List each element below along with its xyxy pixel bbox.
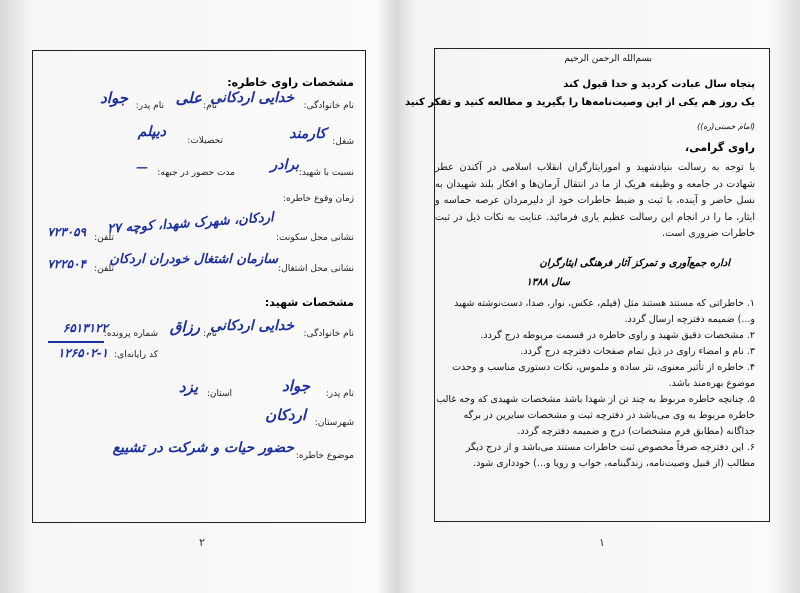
martyr-section-title: مشخصات شهید: — [264, 296, 354, 309]
notes-list — [435, 296, 755, 472]
note-item: ۵. چنانچه خاطره مربوط به چند تن از شهدا باشد مشخصات شهیدی که وجه غالب خاطره مربوط به وی می‌باشد در دفترچه ثبت و مشخصات سایرین در برگه جداگانه (مطابق فرم مشخصات) درج و ضمیمه دفترچه گردد. — [436, 394, 755, 437]
file-number-underline — [48, 341, 104, 343]
narrator-education-label: تحصیلات: — [187, 136, 223, 146]
narrator-home-phone: ۷۲۳۰۵۹ — [47, 225, 86, 239]
narrator-father: جواد — [100, 89, 128, 107]
note-item: ۲. مشخصات دقیق شهید و راوی خاطره در قسمت مربوطه درج گردد. — [480, 330, 755, 341]
narrator-job: کارمند — [289, 126, 326, 142]
martyr-last-name: خدایی اردکانی — [210, 318, 294, 334]
organization-year: سال ۱۳۸۸ — [526, 277, 570, 288]
martyr-father-label: نام پدر: — [325, 389, 354, 399]
right-page — [402, 0, 800, 593]
martyr-file-label: شماره پرونده: — [103, 329, 158, 339]
narrator-front-label: مدت حضور در جبهه: — [157, 168, 235, 178]
martyr-province-label: استان: — [206, 389, 232, 399]
martyr-file-number: ۶۵۱۳۱۲۲ — [62, 321, 108, 335]
note-item: ۳. نام و امضاء راوی در ذیل تمام صفحات دفترچه درج گردد. — [520, 346, 755, 357]
martyr-first-name: رزاق — [169, 318, 200, 336]
narrator-last-name: خدایی اردکانی — [210, 90, 294, 106]
narrator-last-name-label: نام خانوادگی: — [303, 101, 354, 111]
narrator-home-address: اردکان، شهرک شهدا، کوچه ۲۷ — [106, 210, 275, 237]
narrator-work-address: سازمان اشتغال خودران اردکان — [109, 252, 278, 267]
quote-source: (امام خمینی(ره)) — [696, 122, 755, 131]
narrator-relation-label: نسبت با شهید: — [298, 168, 354, 178]
narrator-front: — — [136, 160, 148, 174]
intro-paragraph: با توجه به رسالت بنیادشهید و امورایثارگران انقلاب اسلامی در آکندن عطر شهادت در جامعه و وظیفه هریک از ما در انتقال آرمان‌ها و افکار بلند شهیدان به نسل حاضر و آینده، با ثبت و ضبط خاطرات خود از دلیرمردان عرصه حماسه و ایثار، ما را در انجام این رسالت عظیم یاری فرمائید. عنایت به نکات ذیل در ثبت خاطرات ضروری است. — [435, 162, 755, 239]
narrator-relation: برادر — [270, 157, 299, 173]
narrator-home-phone-label: تلفن: — [94, 233, 114, 243]
note-item: ۶. این دفترچه صرفاً مخصوص ثبت خاطرات مستند می‌باشد و از درج دیگر مطالب (از قبیل وصیت‌نامه، زندگینامه، خواب و رویا و...) خودداری شود. — [465, 442, 755, 469]
martyr-city: اردکان — [265, 406, 306, 424]
note-item: ۱. خاطراتی که مستند هستند مثل (فیلم، عکس، نوار، صدا، دست‌نوشته شهید و...) ضمیمه دفترچه ارسال گردد. — [454, 298, 755, 325]
narrator-job-label: شغل: — [332, 137, 354, 147]
martyr-last-name-label: نام خانوادگی: — [303, 329, 354, 339]
martyr-subject-label: موضوع خاطره: — [295, 451, 354, 461]
left-page-number: ۲ — [199, 536, 205, 549]
bismillah: بسم‌الله الرحمن الرحیم — [564, 54, 652, 64]
right-page-number: ۱ — [599, 536, 605, 549]
martyr-first-name-label: نام: — [203, 329, 217, 339]
martyr-code: ۱۲۶۵۰۲-۱ — [57, 346, 108, 360]
martyr-code-label: کد رایانه‌ای: — [114, 350, 158, 360]
narrator-work-phone-label: تلفن: — [94, 264, 114, 274]
martyr-city-label: شهرستان: — [314, 418, 354, 428]
narrator-first-name: علی — [175, 89, 202, 107]
narrator-father-label: نام پدر: — [135, 101, 164, 111]
narrator-section-title: مشخصات راوی خاطره: — [227, 76, 354, 89]
left-page — [0, 0, 398, 593]
organization-line-1: اداره جمع‌آوری و تمرکز آثار فرهنگی ایثارگران — [539, 258, 730, 269]
martyr-father: جواد — [282, 377, 310, 395]
martyr-province: یزد — [178, 378, 198, 396]
quote-line-1: پنجاه سال عبادت کردید و خدا قبول کند — [563, 79, 755, 90]
note-item: ۴. خاطره از تأثیر معنوی، نثر ساده و ملموس، نکات دستوری مناسب و وحدت موضوع بهره‌مند باشد. — [452, 362, 755, 389]
narrator-first-name-label: نام: — [203, 101, 217, 111]
narrator-time-place-label: زمان وقوع خاطره: — [282, 194, 354, 204]
narrator-home-address-label: نشانی محل سکونت: — [276, 233, 354, 243]
narrator-education: دیپلم — [137, 124, 166, 140]
quote-line-2: یک روز هم یکی از این وصیت‌نامه‌ها را بگیرید و مطالعه کنید و تفکر کنید — [405, 97, 755, 108]
narrator-work-address-label: نشانی محل اشتغال: — [278, 264, 354, 274]
greeting: راوی گرامی، — [685, 141, 755, 154]
martyr-subject: حضور حیات و شرکت در تشییع — [112, 440, 294, 456]
narrator-work-phone: ۷۲۲۵۰۴ — [47, 257, 86, 271]
